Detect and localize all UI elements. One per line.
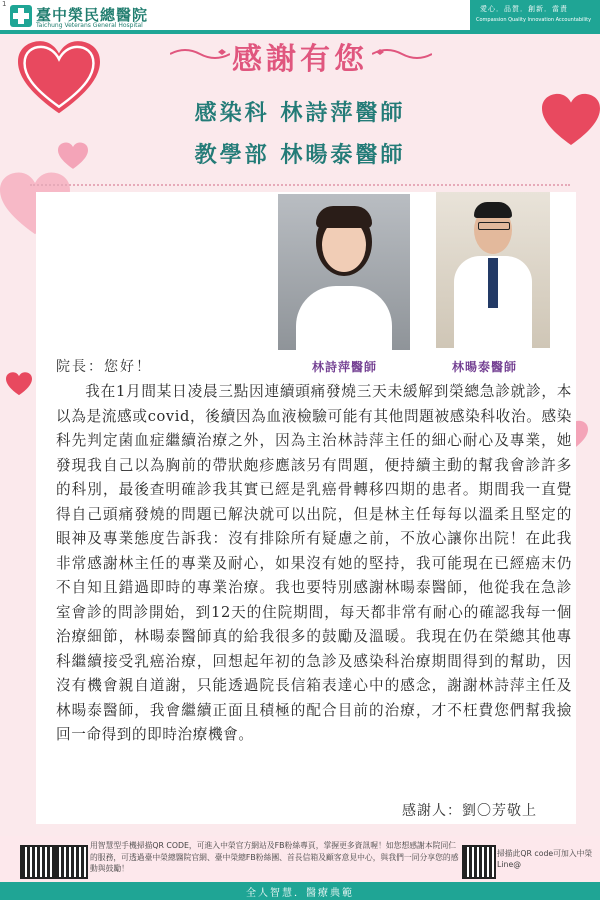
doctor-heading-2: 教學部 林暘泰醫師 [194,142,406,168]
photo-caption-1: 林詩萍醫師 [312,360,378,374]
hospital-logo-icon [10,5,32,27]
heart-icon [6,372,32,396]
core-values-box [470,0,600,30]
dotted-divider [30,184,570,186]
title-area [170,34,430,78]
photo-caption-2: 林暘泰醫師 [452,360,518,374]
qr-code-line-icon[interactable] [462,845,496,879]
qr-code-website-icon[interactable] [20,845,54,879]
doctor-heading-1: 感染科 林詩萍醫師 [194,100,406,126]
footer-motto: 全人智慧．醫療典範 [246,888,354,899]
hospital-name: 臺中榮民總醫院 [36,6,149,24]
footer-text: 用智慧型手機掃描QR CODE，可進入中榮官方網站及FB粉絲專頁，掌握更多資訊喔！如您想感謝本院同仁的服務，可透過臺中榮總醫院官網、臺中榮總FB粉絲團、首長信箱及顧客意見中心，與我們一同分享您的感動與鼓勵！ [90,841,459,873]
qr-code-facebook-icon[interactable] [54,845,88,879]
hospital-name-en: Taichung Veterans General Hospital [36,22,143,29]
letter-salutation: 院長：您好！ [56,359,152,375]
page-number: 1 [2,0,7,8]
letter-signature: 感謝人：劉〇芳敬上 [402,803,537,819]
letter-body: 我在1月間某日凌晨三點因連續頭痛發燒三天未緩解到榮總急診就診，本以為是流感或covid，後續因為血液檢驗可能有其他問題被感染科收治。感染科先判定菌血症繼續治療之外，因為主治林詩萍主任的細心耐心及專業，她發現我自己以為胸前的帶狀皰疹應該另有問題，便持續主動的幫我會診許多的科別，最後查明確診我其實已經是乳癌骨轉移四期的患者。期間我一直覺得自己頭痛發燒的問題已解決就可以出院，但是林主任每每以溫柔且堅定的眼神及專業態度告訴我：沒有排除所有疑慮之前，不放心讓你出院！在此我非常感謝林主任的專業及耐心，如果沒有她的堅持，我可能現在已經癌末仍不自知且錯過即時的專業治療。我也要特別感謝林暘泰醫師，他從我在急診室會診的問診開始，到12天的住院期間，每天都非常有耐心的確認我每一個治療細節，林暘泰醫師真的給我很多的鼓勵及溫暖。我現在仍在榮總其他專科繼續接受乳癌治療，回想起年初的急診及感染科治療期間得到的幫助，因沒有機會親自道謝，只能透過院長信箱表達心中的感念，謝謝林詩萍主任及林暘泰醫師，我會繼續正面且積極的配合目前的治療，才不枉費您們幫我撿回一命得到的即時治療機會。 [56,383,572,743]
footer-line-text: 掃描此QR code可加入中榮Line@ [497,849,593,869]
doctor-photo-2 [436,192,550,348]
doctor-photo-1 [278,194,410,350]
core-values-zh: 愛心．品質．創新．當責 [480,5,568,13]
core-values-en: Compassion Quality Innovation Accountability [476,17,592,23]
header-bar [0,0,600,34]
page-title: 感謝有您 [232,42,368,77]
